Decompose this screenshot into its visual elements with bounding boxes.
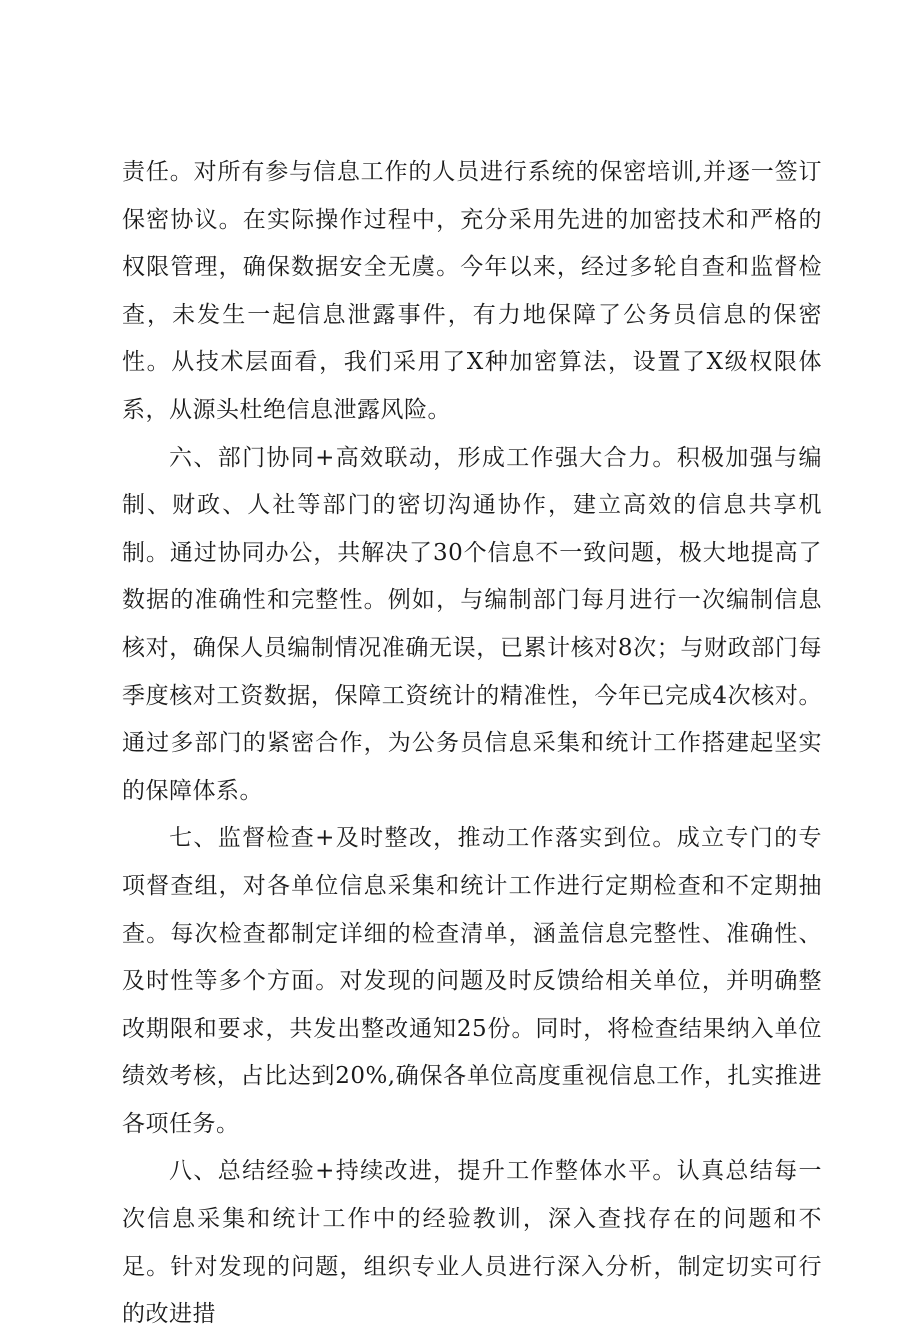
document-body: [122, 149, 822, 1339]
paragraph-section-6: 六、部门协同+高效联动，形成工作强大合力。积极加强与编制、财政、人社等部门的密切沟通协作，建立高效的信息共享机制。通过协同办公，共解决了30个信息不一致问题，极大地提高了数据的准确性和完整性。例如，与编制部门每月进行一次编制信息核对，确保人员编制情况准确无误，已累计核对8次；与财政部门每季度核对工资数据，保障工资统计的精准性，今年已完成4次核对。通过多部门的紧密合作，为公务员信息采集和统计工作搭建起坚实的保障体系。: [122, 444, 822, 804]
paragraph-section-8: 八、总结经验+持续改进，提升工作整体水平。认真总结每一次信息采集和统计工作中的经验教训，深入查找存在的问题和不足。针对发现的问题，组织专业人员进行深入分析，制定切实可行的改进措: [122, 1158, 822, 1328]
paragraph-continuation: 责任。对所有参与信息工作的人员进行系统的保密培训,并逐一签订保密协议。在实际操作过程中，充分采用先进的加密技术和严格的权限管理，确保数据安全无虞。今年以来，经过多轮自查和监督检查，未发生一起信息泄露事件，有力地保障了公务员信息的保密性。从技术层面看，我们采用了X种加密算法，设置了X级权限体系，从源头杜绝信息泄露风险。: [122, 159, 822, 423]
paragraph-section-7: 七、监督检查+及时整改，推动工作落实到位。成立专门的专项督查组，对各单位信息采集和统计工作进行定期检查和不定期抽查。每次检查都制定详细的检查清单，涵盖信息完整性、准确性、及时性等多个方面。对发现的问题及时反馈给相关单位，并明确整改期限和要求，共发出整改通知25份。同时，将检查结果纳入单位绩效考核，占比达到20%,确保各单位高度重视信息工作，扎实推进各项任务。: [122, 825, 822, 1137]
